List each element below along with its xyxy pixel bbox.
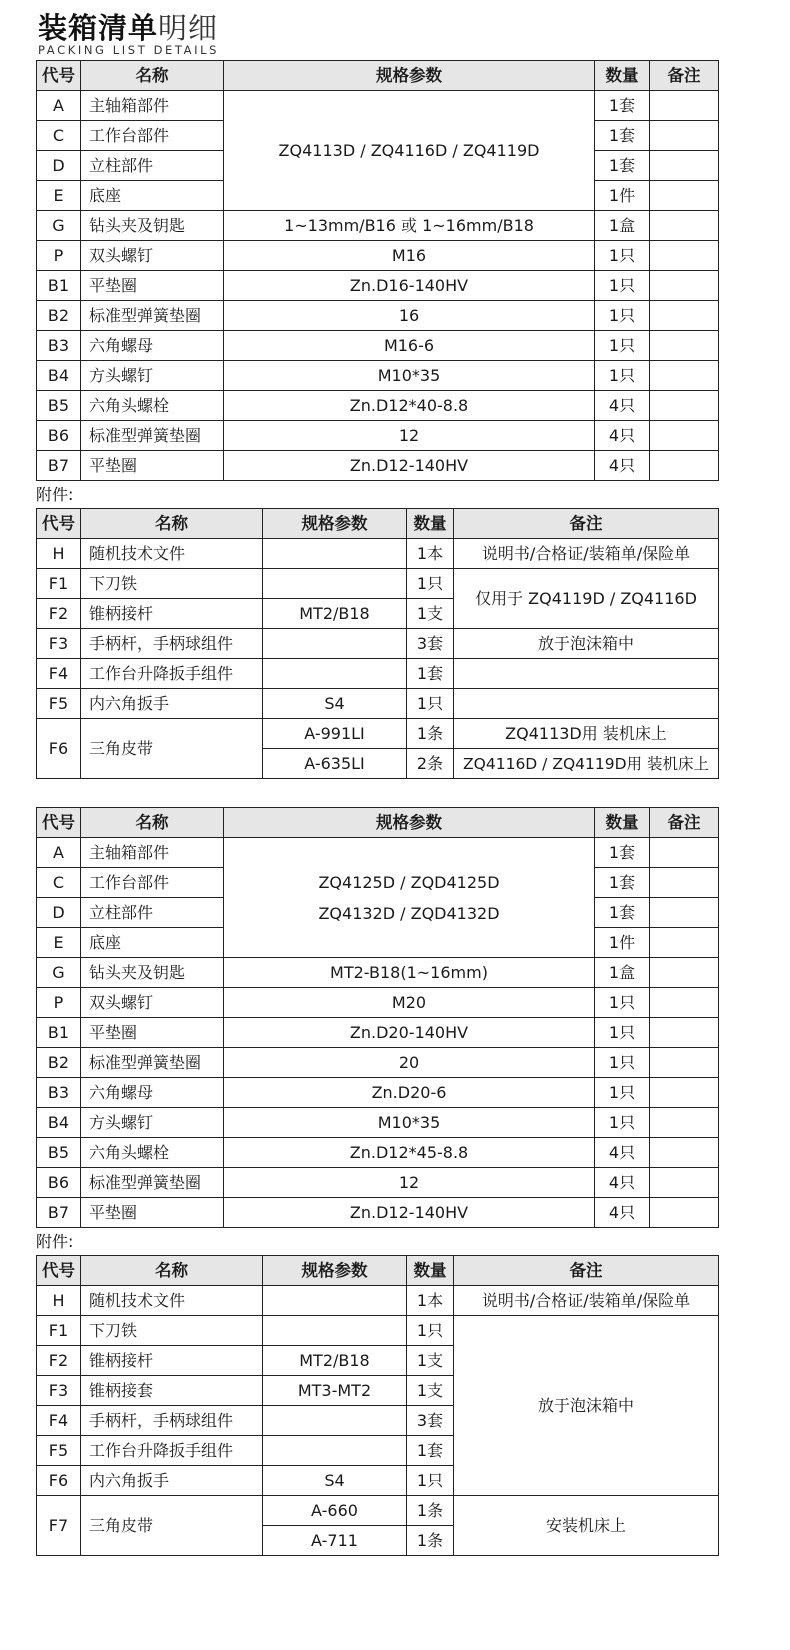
- cell-qty: 1支: [407, 599, 454, 629]
- cell-code: P: [37, 241, 81, 271]
- cell-code: B5: [37, 1138, 81, 1168]
- cell-spec: MT3-MT2: [263, 1376, 407, 1406]
- cell-code: H: [37, 539, 81, 569]
- cell-spec: [263, 569, 407, 599]
- cell-qty: 1条: [407, 719, 454, 749]
- cell-qty: 1套: [595, 868, 650, 898]
- cell-code: D: [37, 151, 81, 181]
- cell-remark: [650, 121, 719, 151]
- col-header-qty: 数量: [407, 1256, 454, 1286]
- cell-remark: [650, 91, 719, 121]
- col-header-name: 名称: [81, 1256, 263, 1286]
- cell-spec-merged: ZQ4113D / ZQ4116D / ZQ4119D: [224, 91, 595, 211]
- cell-name: 立柱部件: [81, 898, 224, 928]
- cell-remark: [650, 241, 719, 271]
- cell-name: 双头螺钉: [81, 988, 224, 1018]
- cell-qty: 4只: [595, 1168, 650, 1198]
- cell-name: 工作台升降扳手组件: [81, 659, 263, 689]
- cell-qty: 1条: [407, 1526, 454, 1556]
- cell-name: 主轴箱部件: [81, 91, 224, 121]
- cell-remark: 说明书/合格证/装箱单/保险单: [454, 539, 719, 569]
- table-row: [37, 451, 719, 481]
- table-header-row: [37, 1256, 719, 1286]
- cell-remark: [650, 1138, 719, 1168]
- accessories-table-2: [36, 1255, 719, 1556]
- table-row: [37, 391, 719, 421]
- table-row: [37, 689, 719, 719]
- cell-name: 平垫圈: [81, 1198, 224, 1228]
- cell-code: F5: [37, 689, 81, 719]
- cell-code: F4: [37, 1406, 81, 1436]
- cell-qty: 1只: [407, 1466, 454, 1496]
- cell-code: A: [37, 838, 81, 868]
- col-header-remark: 备注: [650, 808, 719, 838]
- table-row: [37, 629, 719, 659]
- col-header-spec: 规格参数: [224, 808, 595, 838]
- cell-qty: 1盒: [595, 958, 650, 988]
- table-row: [37, 301, 719, 331]
- table-row: [37, 719, 719, 749]
- cell-qty: 1条: [407, 1496, 454, 1526]
- cell-code: B7: [37, 451, 81, 481]
- cell-qty: 1件: [595, 181, 650, 211]
- table-row: [37, 958, 719, 988]
- accessories-label-2: 附件:: [36, 1232, 74, 1251]
- cell-name: 底座: [81, 928, 224, 958]
- cell-name: 随机技术文件: [81, 1286, 263, 1316]
- table-row: [37, 539, 719, 569]
- cell-remark: ZQ4113D用 装机床上: [454, 719, 719, 749]
- col-header-code: 代号: [37, 61, 81, 91]
- cell-spec: M10*35: [224, 1108, 595, 1138]
- cell-name: 随机技术文件: [81, 539, 263, 569]
- cell-name: 底座: [81, 181, 224, 211]
- cell-code: B4: [37, 1108, 81, 1138]
- cell-qty: 1套: [595, 121, 650, 151]
- page-subtitle: PACKING LIST DETAILS: [38, 43, 219, 57]
- cell-remark: [650, 211, 719, 241]
- cell-remark: [650, 928, 719, 958]
- table-row: [37, 569, 719, 599]
- cell-name: 钻头夹及钥匙: [81, 211, 224, 241]
- cell-qty: 1盒: [595, 211, 650, 241]
- cell-remark: [650, 361, 719, 391]
- cell-name: 六角螺母: [81, 1078, 224, 1108]
- cell-code: B2: [37, 301, 81, 331]
- cell-qty: 4只: [595, 1138, 650, 1168]
- cell-code: B1: [37, 271, 81, 301]
- cell-qty: 1套: [407, 1436, 454, 1466]
- cell-name: 平垫圈: [81, 271, 224, 301]
- table-row: [37, 1138, 719, 1168]
- accessories-table-1: [36, 508, 719, 779]
- cell-qty: 3套: [407, 629, 454, 659]
- cell-remark-merged: 仅用于 ZQ4119D / ZQ4116D: [454, 569, 719, 629]
- cell-name: 锥柄接杆: [81, 599, 263, 629]
- cell-code: C: [37, 121, 81, 151]
- cell-name: 标准型弹簧垫圈: [81, 301, 224, 331]
- cell-name: 六角头螺栓: [81, 1138, 224, 1168]
- cell-qty: 1支: [407, 1376, 454, 1406]
- cell-code: F3: [37, 629, 81, 659]
- cell-spec: 12: [224, 421, 595, 451]
- cell-remark: [650, 271, 719, 301]
- col-header-remark: 备注: [454, 509, 719, 539]
- cell-spec: M20: [224, 988, 595, 1018]
- cell-qty: 1只: [595, 1048, 650, 1078]
- cell-remark: [650, 421, 719, 451]
- cell-qty: 1只: [595, 1078, 650, 1108]
- cell-remark: [650, 1018, 719, 1048]
- cell-remark: [650, 1108, 719, 1138]
- cell-name: 标准型弹簧垫圈: [81, 1168, 224, 1198]
- cell-spec: Zn.D12-140HV: [224, 1198, 595, 1228]
- cell-qty: 1套: [595, 898, 650, 928]
- main-parts-table-2: [36, 807, 719, 1228]
- cell-spec: Zn.D12*45-8.8: [224, 1138, 595, 1168]
- cell-code: C: [37, 868, 81, 898]
- cell-qty: 4只: [595, 1198, 650, 1228]
- title-bold: 装箱清单: [38, 11, 159, 45]
- cell-spec: Zn.D20-140HV: [224, 1018, 595, 1048]
- cell-code: B6: [37, 421, 81, 451]
- table-row: [37, 1198, 719, 1228]
- table-row: [37, 988, 719, 1018]
- cell-qty: 1只: [407, 689, 454, 719]
- cell-spec: [263, 1316, 407, 1346]
- page-title: [38, 10, 219, 46]
- cell-spec: [263, 1286, 407, 1316]
- col-header-qty: 数量: [595, 808, 650, 838]
- cell-code: F3: [37, 1376, 81, 1406]
- cell-qty: 4只: [595, 421, 650, 451]
- cell-remark: [650, 1198, 719, 1228]
- cell-remark: [650, 838, 719, 868]
- cell-code: B2: [37, 1048, 81, 1078]
- table-row: [37, 91, 719, 121]
- cell-code: B3: [37, 1078, 81, 1108]
- cell-spec: A-635LI: [263, 749, 407, 779]
- cell-remark: [454, 689, 719, 719]
- cell-code: H: [37, 1286, 81, 1316]
- table-row: [37, 1078, 719, 1108]
- cell-name: 钻头夹及钥匙: [81, 958, 224, 988]
- col-header-spec: 规格参数: [263, 1256, 407, 1286]
- cell-spec: 1~13mm/B16 或 1~16mm/B18: [224, 211, 595, 241]
- cell-name: 内六角扳手: [81, 1466, 263, 1496]
- spec-line-2: ZQ4132D / ZQD4132D: [318, 903, 500, 923]
- col-header-remark: 备注: [650, 61, 719, 91]
- cell-spec: M16-6: [224, 331, 595, 361]
- cell-remark: [650, 151, 719, 181]
- spec-line-1: ZQ4125D / ZQD4125D: [318, 872, 500, 892]
- cell-spec: A-711: [263, 1526, 407, 1556]
- cell-remark: [650, 1168, 719, 1198]
- cell-qty: 1只: [595, 1018, 650, 1048]
- cell-name: 手柄杆，手柄球组件: [81, 629, 263, 659]
- table-row: [37, 1048, 719, 1078]
- cell-spec: [263, 659, 407, 689]
- cell-qty: 1只: [595, 331, 650, 361]
- cell-spec: Zn.D16-140HV: [224, 271, 595, 301]
- cell-name: 标准型弹簧垫圈: [81, 421, 224, 451]
- cell-qty: 1套: [407, 659, 454, 689]
- cell-name: 手柄杆，手柄球组件: [81, 1406, 263, 1436]
- cell-spec: 20: [224, 1048, 595, 1078]
- cell-name: 立柱部件: [81, 151, 224, 181]
- table-row: [37, 1316, 719, 1346]
- cell-qty: 1件: [595, 928, 650, 958]
- cell-remark-merged: 安装机床上: [454, 1496, 719, 1556]
- cell-qty: 1只: [407, 569, 454, 599]
- table-row: [37, 659, 719, 689]
- table-header-row: [37, 808, 719, 838]
- cell-code: B7: [37, 1198, 81, 1228]
- cell-name: 方头螺钉: [81, 1108, 224, 1138]
- cell-remark: [650, 301, 719, 331]
- cell-spec: Zn.D12-140HV: [224, 451, 595, 481]
- table-row: [37, 361, 719, 391]
- cell-qty: 1只: [595, 301, 650, 331]
- cell-qty: 4只: [595, 451, 650, 481]
- cell-code: B3: [37, 331, 81, 361]
- table-header-row: [37, 509, 719, 539]
- cell-name: 工作台部件: [81, 868, 224, 898]
- accessories-label-1: 附件:: [36, 485, 74, 504]
- cell-spec: [263, 1406, 407, 1436]
- cell-remark: [650, 898, 719, 928]
- cell-name: 下刀铁: [81, 569, 263, 599]
- table-header-row: [37, 61, 719, 91]
- cell-spec: M16: [224, 241, 595, 271]
- cell-name: 平垫圈: [81, 1018, 224, 1048]
- table-row: [37, 331, 719, 361]
- col-header-spec: 规格参数: [224, 61, 595, 91]
- cell-name: 下刀铁: [81, 1316, 263, 1346]
- col-header-code: 代号: [37, 509, 81, 539]
- cell-remark: [454, 659, 719, 689]
- cell-name: 标准型弹簧垫圈: [81, 1048, 224, 1078]
- cell-qty: 1本: [407, 1286, 454, 1316]
- cell-spec: S4: [263, 689, 407, 719]
- table-row: [37, 241, 719, 271]
- col-header-spec: 规格参数: [263, 509, 407, 539]
- cell-spec: [263, 629, 407, 659]
- cell-remark: 说明书/合格证/装箱单/保险单: [454, 1286, 719, 1316]
- cell-name: 内六角扳手: [81, 689, 263, 719]
- title-light: 明细: [158, 11, 219, 45]
- cell-qty: 1套: [595, 151, 650, 181]
- table-row: [37, 271, 719, 301]
- cell-code: F5: [37, 1436, 81, 1466]
- cell-spec: A-660: [263, 1496, 407, 1526]
- cell-name: 方头螺钉: [81, 361, 224, 391]
- cell-code: F2: [37, 1346, 81, 1376]
- cell-spec: Zn.D12*40-8.8: [224, 391, 595, 421]
- cell-qty: 1只: [595, 361, 650, 391]
- col-header-qty: 数量: [595, 61, 650, 91]
- cell-code: B4: [37, 361, 81, 391]
- cell-name: 平垫圈: [81, 451, 224, 481]
- table-row: [37, 1496, 719, 1526]
- cell-code: G: [37, 211, 81, 241]
- cell-spec: S4: [263, 1466, 407, 1496]
- cell-qty: 4只: [595, 391, 650, 421]
- cell-spec: MT2/B18: [263, 599, 407, 629]
- cell-code: E: [37, 928, 81, 958]
- table-row: [37, 1108, 719, 1138]
- cell-remark: [650, 988, 719, 1018]
- cell-code: G: [37, 958, 81, 988]
- table-row: [37, 838, 719, 868]
- col-header-qty: 数量: [407, 509, 454, 539]
- cell-name: 三角皮带: [81, 1496, 263, 1556]
- col-header-name: 名称: [81, 509, 263, 539]
- col-header-remark: 备注: [454, 1256, 719, 1286]
- col-header-code: 代号: [37, 808, 81, 838]
- cell-remark: ZQ4116D / ZQ4119D用 装机床上: [454, 749, 719, 779]
- cell-remark: [650, 451, 719, 481]
- cell-code: B1: [37, 1018, 81, 1048]
- cell-remark: 放于泡沫箱中: [454, 629, 719, 659]
- cell-name: 三角皮带: [81, 719, 263, 779]
- cell-remark: [650, 181, 719, 211]
- cell-spec: [263, 1436, 407, 1466]
- cell-code: A: [37, 91, 81, 121]
- table-row: [37, 421, 719, 451]
- cell-qty: 1只: [595, 988, 650, 1018]
- cell-code: F1: [37, 569, 81, 599]
- cell-spec: [263, 539, 407, 569]
- cell-qty: 1套: [595, 838, 650, 868]
- cell-code: F1: [37, 1316, 81, 1346]
- cell-spec: M10*35: [224, 361, 595, 391]
- table-row: [37, 1286, 719, 1316]
- cell-spec: A-991LI: [263, 719, 407, 749]
- cell-name: 工作台升降扳手组件: [81, 1436, 263, 1466]
- cell-qty: 3套: [407, 1406, 454, 1436]
- cell-name: 六角螺母: [81, 331, 224, 361]
- cell-remark: [650, 391, 719, 421]
- cell-qty: 2条: [407, 749, 454, 779]
- cell-code: B6: [37, 1168, 81, 1198]
- cell-remark: [650, 1048, 719, 1078]
- cell-code: P: [37, 988, 81, 1018]
- cell-qty: 1本: [407, 539, 454, 569]
- cell-name: 锥柄接杆: [81, 1346, 263, 1376]
- cell-qty: 1只: [595, 241, 650, 271]
- cell-remark: [650, 331, 719, 361]
- cell-code: F6: [37, 719, 81, 779]
- cell-spec: Zn.D20-6: [224, 1078, 595, 1108]
- cell-name: 双头螺钉: [81, 241, 224, 271]
- cell-qty: 1支: [407, 1346, 454, 1376]
- cell-spec: 16: [224, 301, 595, 331]
- cell-name: 主轴箱部件: [81, 838, 224, 868]
- table-row: [37, 1018, 719, 1048]
- cell-spec: 12: [224, 1168, 595, 1198]
- col-header-code: 代号: [37, 1256, 81, 1286]
- cell-qty: 1只: [595, 1108, 650, 1138]
- cell-name: 工作台部件: [81, 121, 224, 151]
- cell-code: F6: [37, 1466, 81, 1496]
- page-header: [38, 10, 219, 57]
- cell-code: D: [37, 898, 81, 928]
- col-header-name: 名称: [81, 61, 224, 91]
- cell-qty: 1只: [407, 1316, 454, 1346]
- cell-code: E: [37, 181, 81, 211]
- cell-qty: 1只: [595, 271, 650, 301]
- table-row: [37, 211, 719, 241]
- cell-spec: MT2/B18: [263, 1346, 407, 1376]
- cell-qty: 1套: [595, 91, 650, 121]
- cell-code: F2: [37, 599, 81, 629]
- col-header-name: 名称: [81, 808, 224, 838]
- cell-code: F4: [37, 659, 81, 689]
- cell-remark: [650, 958, 719, 988]
- cell-remark: [650, 1078, 719, 1108]
- cell-code: F7: [37, 1496, 81, 1556]
- cell-remark-merged: 放于泡沫箱中: [454, 1316, 719, 1496]
- main-parts-table-1: [36, 60, 719, 481]
- cell-name: 六角头螺栓: [81, 391, 224, 421]
- cell-code: B5: [37, 391, 81, 421]
- table-row: [37, 1168, 719, 1198]
- cell-remark: [650, 868, 719, 898]
- cell-spec: MT2-B18(1~16mm): [224, 958, 595, 988]
- cell-spec-merged: [224, 838, 595, 958]
- cell-name: 锥柄接套: [81, 1376, 263, 1406]
